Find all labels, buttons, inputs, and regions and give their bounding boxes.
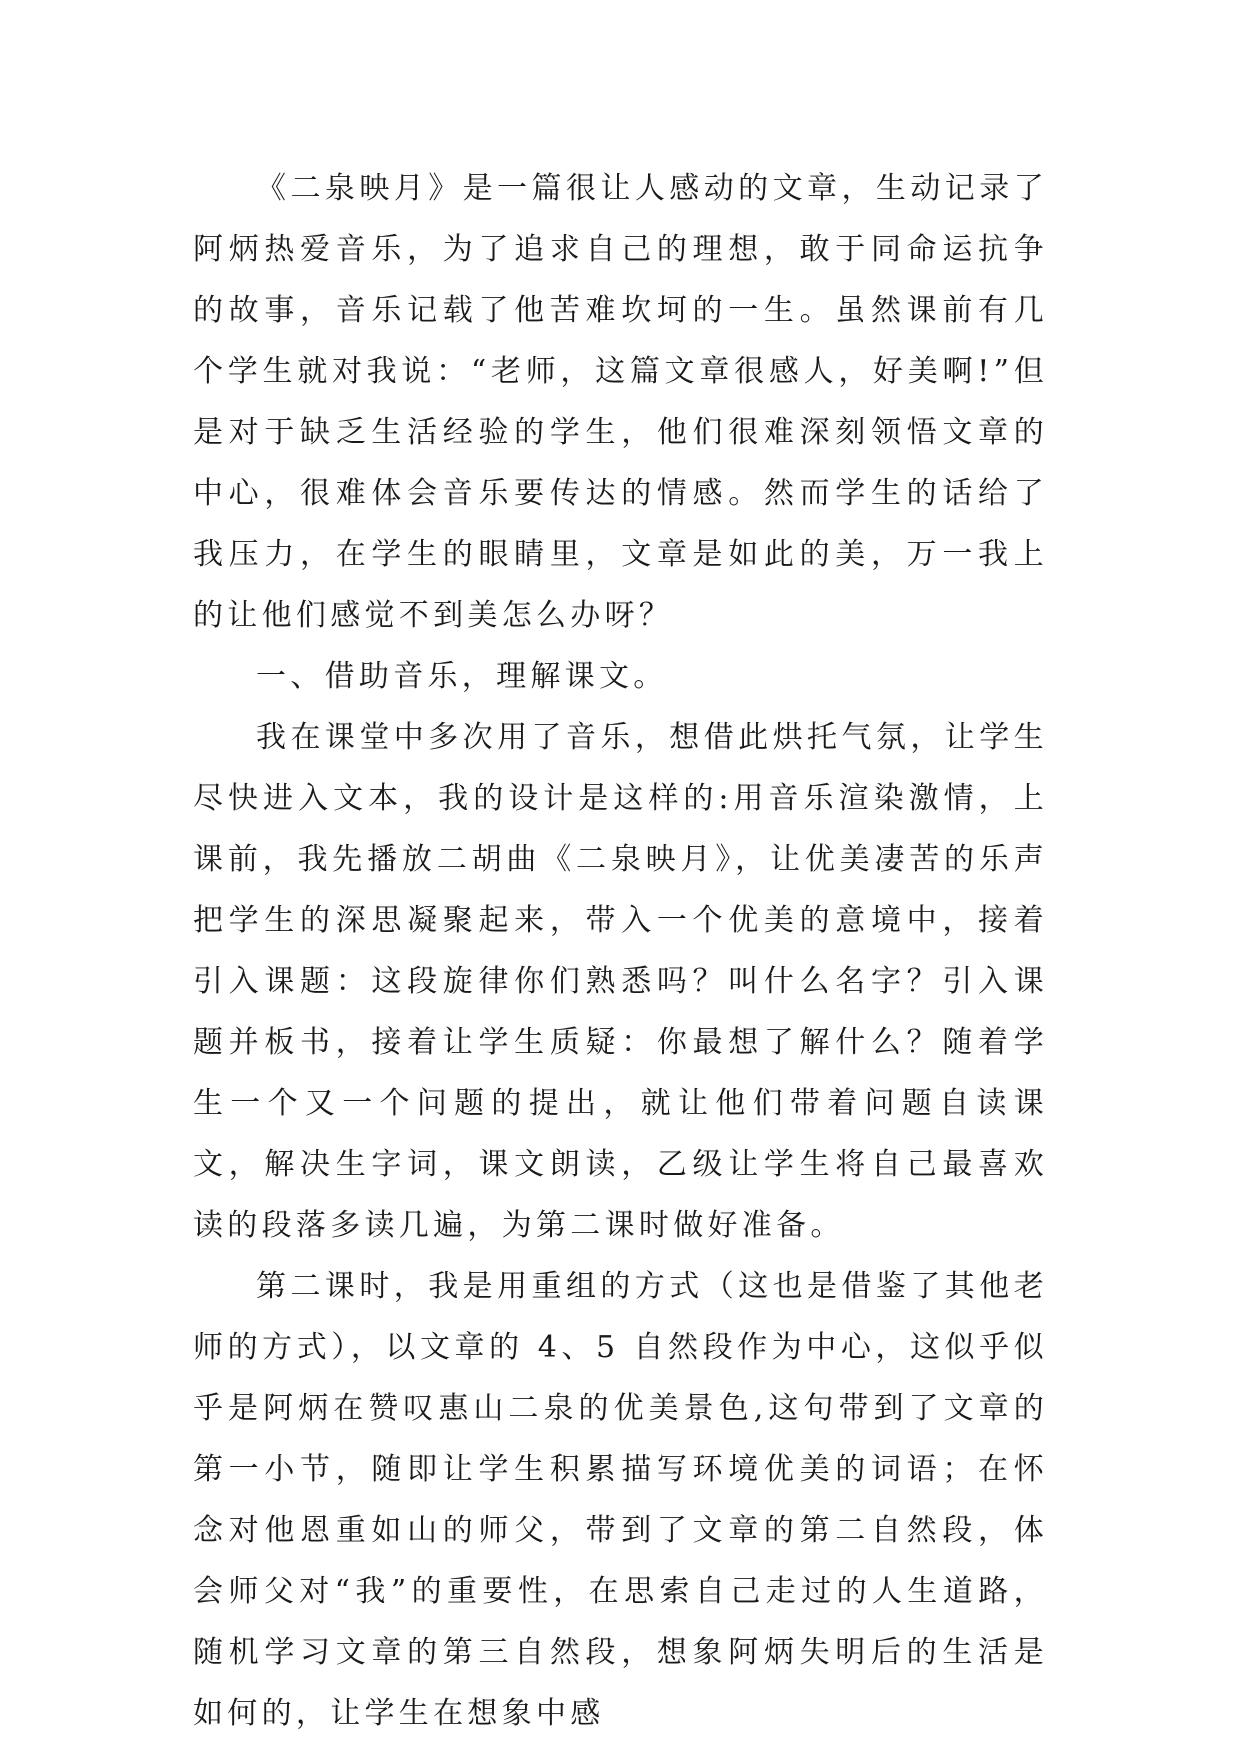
document-body xyxy=(193,158,1048,1744)
paragraph-intro: 《二泉映月》是一篇很让人感动的文章，生动记录了阿炳热爱音乐，为了追求自己的理想，敢于同命运抗争的故事，音乐记载了他苦难坎坷的一生。虽然课前有几个学生就对我说：“老师，这篇文章很感人，好美啊!”但是对于缺乏生活经验的学生，他们很难深刻领悟文章的中心，很难体会音乐要传达的情感。然而学生的话给了我压力，在学生的眼睛里，文章是如此的美，万一我上的让他们感觉不到美怎么办呀？ xyxy=(193,171,1048,633)
paragraph-music: 我在课堂中多次用了音乐，想借此烘托气氛，让学生尽快进入文本，我的设计是这样的:用音乐渲染激情，上课前，我先播放二胡曲《二泉映月》，让优美凄苦的乐声把学生的深思凝聚起来，带入一个优美的意境中，接着引入课题：这段旋律你们熟悉吗？叫什么名字？引入课题并板书，接着让学生质疑：你最想了解什么？随着学生一个又一个问题的提出，就让他们带着问题自读课文，解决生字词，课文朗读，乙级让学生将自己最喜欢读的段落多读几遍，为第二课时做好准备。 xyxy=(193,720,1048,1243)
paragraph-second-lesson: 第二课时，我是用重组的方式（这也是借鉴了其他老师的方式），以文章的 4、5 自然段作为中心，这似乎似乎是阿炳在赞叹惠山二泉的优美景色,这句带到了文章的第一小节，随即让学生积累描写环境优美的词语；在怀念对他恩重如山的师父，带到了文章的第二自然段，体会师父对“我”的重要性，在思索自己走过的人生道路，随机学习文章的第三自然段，想象阿炳失明后的生活是如何的，让学生在想象中感 xyxy=(193,1269,1048,1731)
section-heading: 一、借助音乐，理解课文。 xyxy=(256,659,668,694)
